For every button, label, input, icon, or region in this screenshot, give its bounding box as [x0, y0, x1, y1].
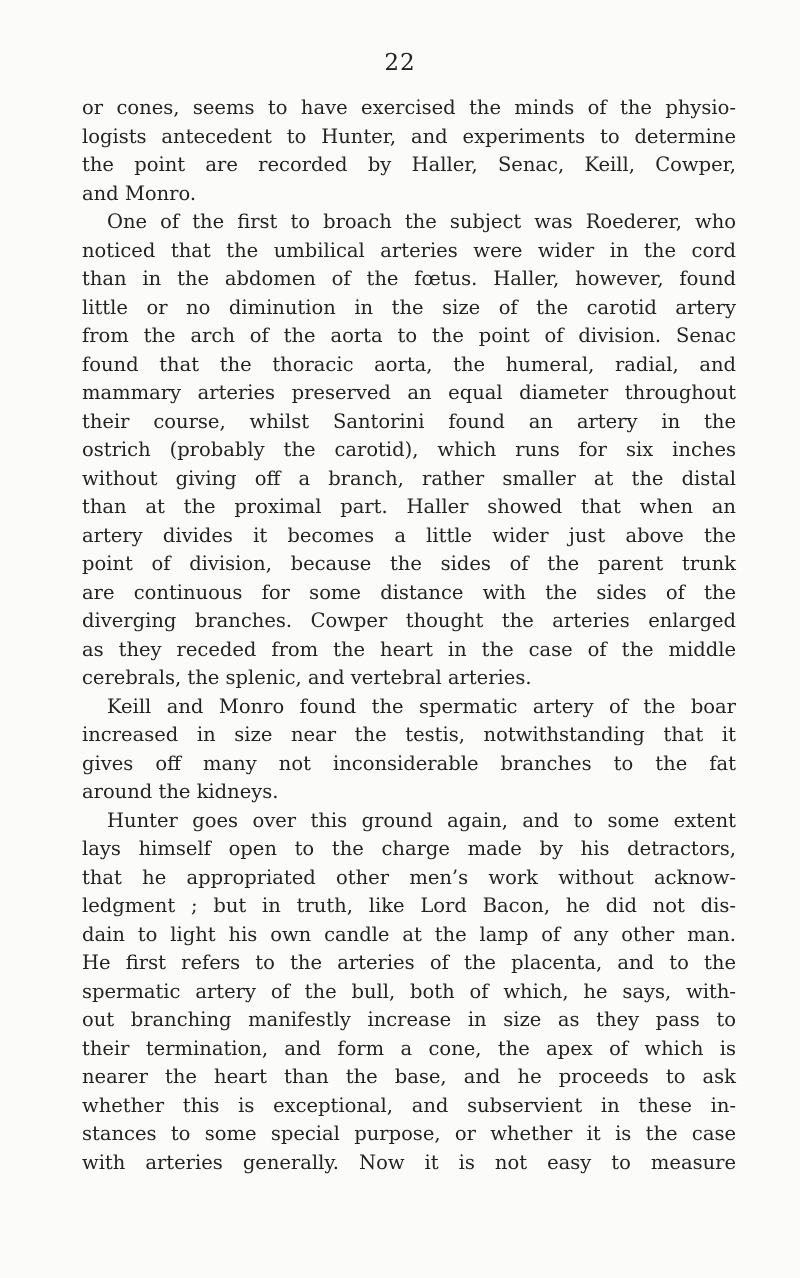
text-line: ledgment ; but in truth, like Lord Bacon, he did not dis-: [82, 894, 736, 917]
text-line: nearer the heart than the base, and he proceeds to ask: [82, 1065, 736, 1088]
text-line: found that the thoracic aorta, the humeral, radial, and: [82, 352, 736, 376]
text-line: their termination, and form a cone, the apex of which is: [82, 1036, 736, 1060]
text-line: little or no diminution in the size of the carotid artery: [82, 295, 736, 319]
text-line: out branching manifestly increase in size as they pass to: [82, 1008, 736, 1031]
text-line: as they receded from the heart in the case of the middle: [82, 637, 736, 661]
text-line: lays himself open to the charge made by his detractors,: [82, 837, 736, 860]
text-line: logists antecedent to Hunter, and experiments to determine: [82, 124, 736, 148]
text-line: are continuous for some distance with the sides of the: [82, 580, 736, 604]
text-line: ostrich (probably the carotid), which runs for six inches: [82, 438, 736, 461]
text-line: One of the first to broach the subject was Roederer, who: [107, 210, 736, 233]
text-line: and Monro.: [82, 181, 197, 205]
text-line: from the arch of the aorta to the point of division. Senac: [82, 324, 736, 347]
text-line: the point are recorded by Haller, Senac, Keill, Cowper,: [82, 153, 736, 176]
text-line: Hunter goes over this ground again, and to some extent: [107, 808, 736, 832]
text-line: with arteries generally. Now it is not easy to measure: [82, 1150, 736, 1174]
text-line: dain to light his own candle at the lamp of any other man.: [82, 922, 736, 946]
body-text: [82, 94, 736, 1177]
text-line: diverging branches. Cowper thought the arteries enlarged: [82, 609, 736, 632]
text-line: that he appropriated other men’s work without acknow-: [82, 865, 736, 889]
text-line: gives off many not inconsiderable branches to the fat: [82, 751, 736, 775]
text-line: around the kidneys.: [82, 780, 279, 803]
text-line: cerebrals, the splenic, and vertebral arteries.: [82, 666, 532, 689]
text-line: Keill and Monro found the spermatic artery of the boar: [107, 694, 736, 718]
text-line: whether this is exceptional, and subservient in these in-: [82, 1093, 736, 1117]
text-line: without giving off a branch, rather smaller at the distal: [82, 466, 736, 490]
page-number: 22: [384, 50, 416, 76]
text-line: stances to some special purpose, or whether it is the case: [82, 1122, 736, 1145]
text-line: mammary arteries preserved an equal diameter throughout: [82, 381, 736, 404]
text-line: than in the abdomen of the fœtus. Haller, however, found: [82, 267, 736, 290]
text-line: their course, whilst Santorini found an artery in the: [82, 409, 736, 433]
text-line: artery divides it becomes a little wider just above the: [82, 523, 736, 547]
text-line: than at the proximal part. Haller showed that when an: [82, 495, 736, 518]
text-line: or cones, seems to have exercised the minds of the physio-: [82, 96, 736, 119]
text-line: noticed that the umbilical arteries were wider in the cord: [82, 238, 736, 262]
text-line: spermatic artery of the bull, both of which, he says, with-: [82, 979, 736, 1003]
text-line: point of division, because the sides of the parent trunk: [82, 552, 736, 575]
text-line: increased in size near the testis, notwithstanding that it: [82, 723, 736, 746]
text-line: He first refers to the arteries of the placenta, and to the: [82, 951, 736, 974]
